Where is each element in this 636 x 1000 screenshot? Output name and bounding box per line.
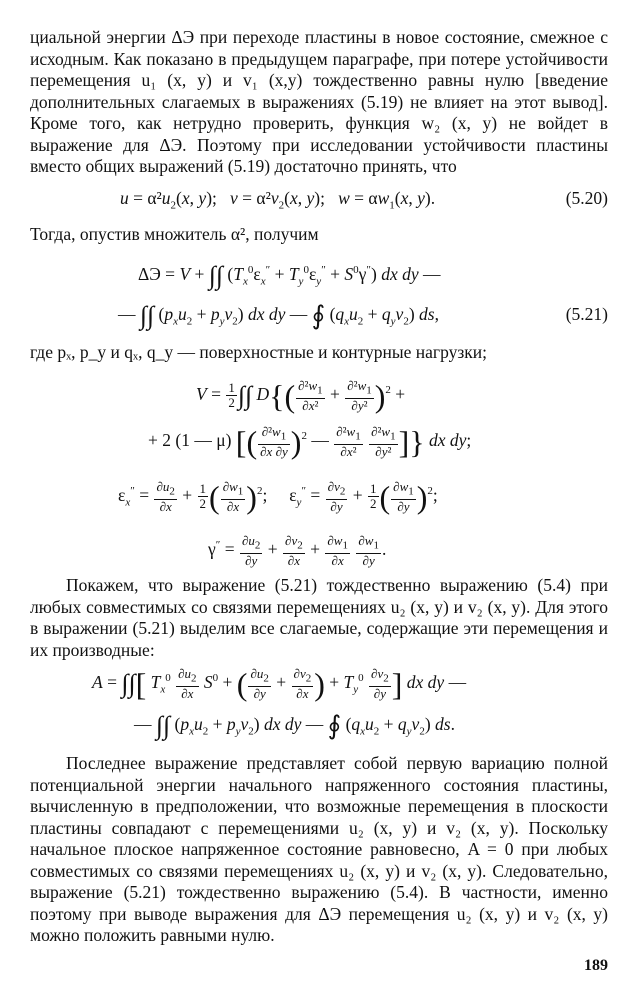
equation-A-line-1: A = ∫∫[ $T_x^0$ $\frac{\partial u_2}{\partial x}$ $S^0$ + ( $\frac{\partial u_2}{\partial y}$ + $\frac{\partial v_2}{\partial x}$ ) + $T_y^0$ $\frac{\partial v_2}{\partial y}$ ] dx dy — xyxy=(92,665,467,702)
equation-A-line-2: — ∫∫ $(p_xu_2 + p_yv_2)$ dx dy — ∮ $(q_xu_2 + q_yv_2)$ ds. xyxy=(134,710,455,740)
equation-strains: $\varepsilon_x''$ = $\frac{\partial u_2}{\partial x}$ + $\frac{1}{2}$ ( $\frac{\partial w_1}{\partial x}$ )$^2$; $\varepsilon_y''$ = $\frac{\partial v_2}{\partial y}$ + $\frac{1}{2}$ ( $\frac{\partial w_1}{\partial y}$ )$^2$; xyxy=(118,478,438,515)
equation-5-20: $u = \alpha^2u_2(x$, y); $v = \alpha^2v_2(x$, y); $w = \alpha w_1(x$, y). xyxy=(120,188,436,212)
paragraph-2: Тогда, опустив множитель α², получим xyxy=(30,224,319,244)
paragraph-4: Покажем, что выражение (5.21) тождественно выражению (5.4) при любых совместимых со связями перемещениях u₂ (x, y) и v₂ (x, y). Для этого в выражении (5.21) выделим все слагаемые, содержащие эти перемещения и их производные: xyxy=(30,575,608,660)
equation-label-5-20: (5.20) xyxy=(565,188,608,208)
equation-label-5-21: (5.21) xyxy=(565,304,608,324)
equation-gamma: γ″ = $\frac{\partial u_2}{\partial y}$ + $\frac{\partial v_2}{\partial x}$ + $\frac{\partial w_1}{\partial x}$ $\frac{\partial w_1}{\partial y}$ . xyxy=(208,533,387,568)
paragraph-3: где pₓ, p_y и qₓ, q_y — поверхностные и контурные нагрузки; xyxy=(30,342,488,362)
equation-V-line-2: + 2 (1 — μ) [( $\frac{\partial^2w_1}{\partial x \partial y}$ )$^2$ — $\frac{\partial^2w_1}{\text{∂x²}}$ $\frac{\partial^2w_1}{\text{∂y²}}$ ]} dx dy; xyxy=(148,423,472,460)
equation-5-21-line-1: ΔЭ = V + ∫∫ $(T_x^0\varepsilon_x'' + T_y^0\varepsilon_y'' + S^0\gamma'')$ dx dy — xyxy=(138,260,441,290)
paragraph-1: циальной энергии ΔЭ при переходе пластины в новое состояние, смежное с исходным. Как показано в предыдущем параграфе, при потере устойчивости перемещения u₁ (x, y) и v₁ (x,y) тождественно равны нулю [введение дополнительных слагаемых в выражениях (5.19) не влияет на этот вывод]. Кроме того, как нетрудно проверить, функция w₂ (x, y) не войдет в выражение для ΔЭ. Поэтому при исследовании устойчивости пластины вместо общих выражений (5.19) достаточно принять, что xyxy=(30,27,608,176)
page-number: 189 xyxy=(584,957,608,974)
paragraph-5: Последнее выражение представляет собой первую вариацию полной потенциальной энергии начального напряженного состояния пластины, вычисленную в предположении, что возможные перемещения в плоскости пластины совпадают с перемещениями u₂ (x, y) и v₂ (x, y). Поскольку начальное плоское напряженное состояние равновесно, A = 0 при любых совместимых со связями перемещениях u₂ (x, y) и v₂ (x, y). Следовательно, выражение (5.21) тождественно выражению (5.4). В частности, именно поэтому при выводе выражения для ΔЭ перемещения u₂ (x, y) и v₂ (x, y) можно положить равными нулю. xyxy=(30,753,608,945)
equation-V-line-1: V = $\frac{1}{2}$ ∫∫ D{( $\frac{\partial^2w_1}{\text{∂x²}}$ + $\frac{\partial^2w_1}{\text{∂y²}}$ )$^2$ + xyxy=(196,377,406,414)
equation-5-21-line-2: — ∫∫ $(p_xu_2 + p_yv_2)$ dx dy — ∮ $(q_xu_2 + q_yv_2)$ ds, xyxy=(118,300,439,330)
